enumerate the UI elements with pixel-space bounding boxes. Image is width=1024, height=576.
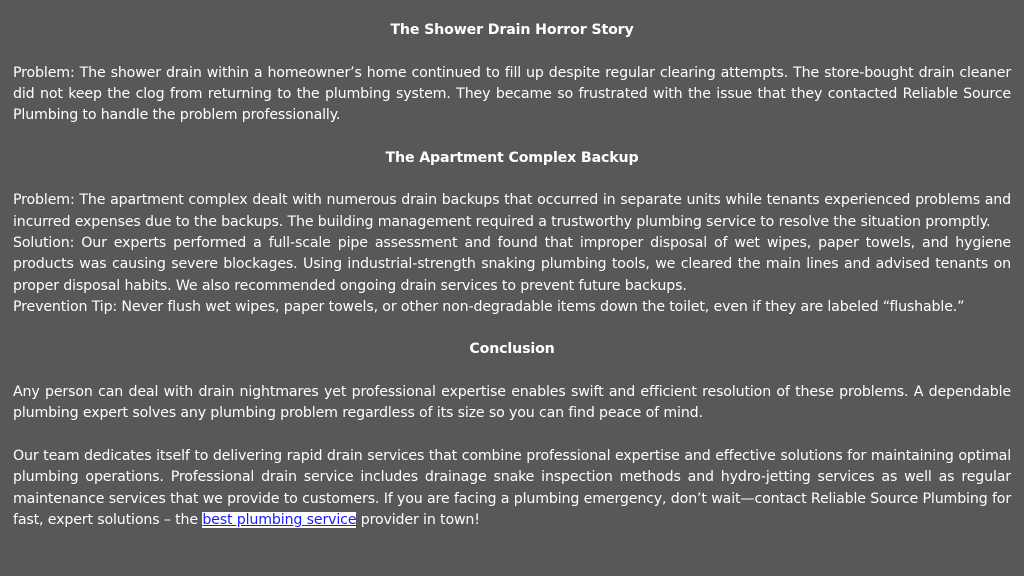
spacer [13,425,1011,446]
best-plumbing-service-link[interactable]: best plumbing service [202,511,357,528]
spacer [13,361,1011,382]
apartment-prevention-tip: Prevention Tip: Never flush wet wipes, paper towels, or other non-degradable items down the toilet, even if they are labeled “flushable.” [13,298,965,315]
shower-drain-problem: Problem: The shower drain within a homeowner’s home continued to fill up despite regular clearing attempts. The store-bought drain cleaner did not keep the clog from returning to the plumbing system. They became so frustrated with the issue that they contacted Reliable Source Plumbing to handle the problem professionally. [13,64,1011,124]
spacer [13,169,1011,190]
apartment-solution: Solution: Our experts performed a full-scale pipe assessment and found that improper disposal of wet wipes, paper towels, and hygiene products was causing severe blockages. Using industrial-strength snaking plumbing tools, we cleared the main lines and advised tenants on proper disposal habits. We also recommended ongoing drain services to prevent future backups. [13,234,1011,294]
conclusion-paragraph-2 [13,446,1011,531]
spacer [13,318,1011,339]
conclusion-text-after-link: provider in town! [356,511,480,528]
apartment-problem: Problem: The apartment complex dealt with numerous drain backups that occurred in separate units while tenants experienced problems and incurred expenses due to the backups. The building management required a trustworthy plumbing service to resolve the situation promptly. [13,192,1011,230]
conclusion-paragraph-1: Any person can deal with drain nightmares yet professional expertise enables swift and efficient resolution of these problems. A dependable plumbing expert solves any plumbing problem regardless of its size so you can find peace of mind. [13,384,1011,422]
conclusion-text-before-link: Our team dedicates itself to delivering rapid drain services that combine professional expertise and effective solutions for maintaining optimal plumbing operations. Professional drain service includes drainage snake inspection methods and hydro-jetting services as well as regular maintenance services that we provide to customers. If you are facing a plumbing emergency, don’t wait—contact Reliable Source Plumbing for fast, expert solutions – the [13,447,1011,528]
section-title-conclusion: Conclusion [469,341,555,358]
section-title-apartment-backup: The Apartment Complex Backup [385,149,639,166]
spacer [13,41,1011,62]
spacer [13,126,1011,147]
section-title-shower-drain: The Shower Drain Horror Story [390,22,634,38]
